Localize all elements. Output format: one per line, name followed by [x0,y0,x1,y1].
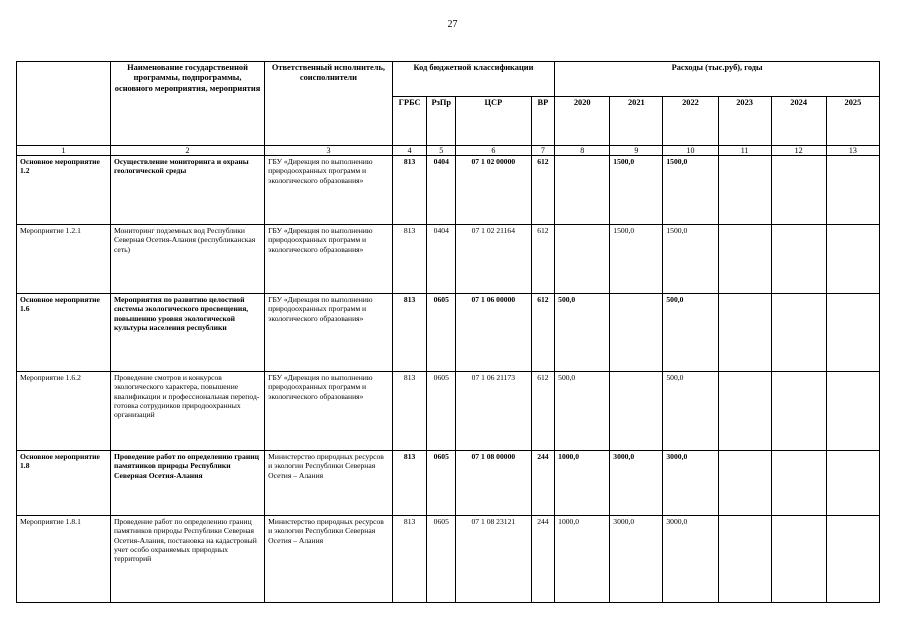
table-row [17,372,880,451]
header-grbs: ГРБС [392,97,427,146]
row-2020 [555,156,610,225]
column-number: 2 [110,146,264,156]
column-number: 3 [265,146,393,156]
row-2024 [771,451,826,516]
column-number: 12 [771,146,826,156]
header-year-2023: 2023 [718,97,771,146]
row-2023 [718,372,771,451]
row-grbs: 813 [392,294,427,372]
row-2024 [771,225,826,294]
header-year-2024: 2024 [771,97,826,146]
row-label: Основное мероприятие 1.8 [17,451,111,516]
row-responsible: Министерство природных ресурсов и экологии Республики Северная Осетия – Алания [265,516,393,603]
table-row [17,156,880,225]
row-responsible: ГБУ «Дирекция по выполнению природоохранных программ и экологического образования» [265,156,393,225]
row-csr: 07 1 08 00000 [456,451,532,516]
column-number: 11 [718,146,771,156]
row-2022: 500,0 [663,294,718,372]
header-year-2021: 2021 [610,97,663,146]
row-name: Проведение работ по определению границ памятников природы Республики Северная Осетия-Алания [110,451,264,516]
row-2021: 3000,0 [610,516,663,603]
row-2023 [718,451,771,516]
row-label: Основное мероприятие 1.2 [17,156,111,225]
row-responsible: ГБУ «Дирекция по выполнению природоохранных программ и экологического образования» [265,372,393,451]
column-numbers-row [17,146,880,156]
row-grbs: 813 [392,225,427,294]
row-2025 [826,516,879,603]
row-label: Основное мероприятие 1.6 [17,294,111,372]
row-csr: 07 1 06 21173 [456,372,532,451]
row-2023 [718,294,771,372]
column-number: 1 [17,146,111,156]
row-grbs: 813 [392,516,427,603]
row-responsible: ГБУ «Дирекция по выполнению природоохранных программ и экологического образования» [265,225,393,294]
row-2023 [718,156,771,225]
row-vr: 612 [531,294,555,372]
row-label: Мероприятие 1.2.1 [17,225,111,294]
row-2020: 1000,0 [555,451,610,516]
row-responsible: ГБУ «Дирекция по выполнению природоохранных программ и экологического образования» [265,294,393,372]
row-2021: 1500,0 [610,156,663,225]
row-2025 [826,451,879,516]
row-2021: 1500,0 [610,225,663,294]
row-csr: 07 1 06 00000 [456,294,532,372]
row-rzpr: 0605 [427,294,456,372]
row-2025 [826,156,879,225]
row-label: Мероприятие 1.8.1 [17,516,111,603]
column-number: 8 [555,146,610,156]
row-name: Проведение смотров и конкурсов экологического характера, повышение квалификации и профессиональная перепод-готовка сотрудников природоохранных организаций [110,372,264,451]
column-number: 5 [427,146,456,156]
budget-table [16,61,880,603]
row-rzpr: 0605 [427,372,456,451]
row-2020: 500,0 [555,372,610,451]
header-year-2025: 2025 [826,97,879,146]
row-2022: 3000,0 [663,451,718,516]
row-2024 [771,156,826,225]
table-row [17,516,880,603]
row-vr: 612 [531,156,555,225]
row-2023 [718,516,771,603]
row-vr: 244 [531,516,555,603]
row-2025 [826,372,879,451]
header-budget-code: Код бюджетной классификации [392,62,554,97]
row-csr: 07 1 08 23121 [456,516,532,603]
table-row [17,294,880,372]
row-2022: 500,0 [663,372,718,451]
column-number: 4 [392,146,427,156]
row-label: Мероприятие 1.6.2 [17,372,111,451]
row-rzpr: 0404 [427,225,456,294]
header-responsible: Ответственный исполнитель, соисполнители [265,62,393,146]
row-2021 [610,294,663,372]
row-rzpr: 0605 [427,451,456,516]
row-vr: 244 [531,451,555,516]
header-year-2022: 2022 [663,97,718,146]
row-responsible: Министерство природных ресурсов и экологии Республики Северная Осетия – Алания [265,451,393,516]
row-2022: 1500,0 [663,156,718,225]
row-rzpr: 0404 [427,156,456,225]
column-number: 7 [531,146,555,156]
row-csr: 07 1 02 21164 [456,225,532,294]
row-grbs: 813 [392,372,427,451]
row-2020: 500,0 [555,294,610,372]
row-grbs: 813 [392,156,427,225]
header-rzpr: РзПр [427,97,456,146]
column-number: 10 [663,146,718,156]
row-name: Мониторинг подземных вод Республики Северная Осетия-Алания (республиканская сеть) [110,225,264,294]
row-2021: 3000,0 [610,451,663,516]
row-rzpr: 0605 [427,516,456,603]
header-col-1 [17,62,111,146]
page-number: 27 [447,19,458,30]
row-2024 [771,372,826,451]
row-2020: 1000,0 [555,516,610,603]
header-csr: ЦСР [456,97,532,146]
row-2025 [826,225,879,294]
row-2020 [555,225,610,294]
row-2024 [771,294,826,372]
row-2022: 1500,0 [663,225,718,294]
row-name: Мероприятия по развитию целостной системы экологического просвещения, повышению уровня экологической культуры населения республики [110,294,264,372]
row-2024 [771,516,826,603]
row-2023 [718,225,771,294]
header-vr: ВР [531,97,555,146]
row-2021 [610,372,663,451]
row-csr: 07 1 02 00000 [456,156,532,225]
table-row [17,225,880,294]
row-name: Проведение работ по определению границ памятников природы Республики Северная Осетия-Алания, постановка на кадастровый учет особо охраняемых природных территорий [110,516,264,603]
row-grbs: 813 [392,451,427,516]
row-vr: 612 [531,372,555,451]
row-vr: 612 [531,225,555,294]
header-expenses: Расходы (тыс.руб), годы [555,62,880,97]
row-name: Осуществление мониторинга и охраны геологической среды [110,156,264,225]
column-number: 6 [456,146,532,156]
header-year-2020: 2020 [555,97,610,146]
header-name: Наименование государственной программы, подпрограммы, основного мероприятия, мероприятия [110,62,264,146]
table-row [17,451,880,516]
column-number: 13 [826,146,879,156]
column-number: 9 [610,146,663,156]
row-2025 [826,294,879,372]
row-2022: 3000,0 [663,516,718,603]
